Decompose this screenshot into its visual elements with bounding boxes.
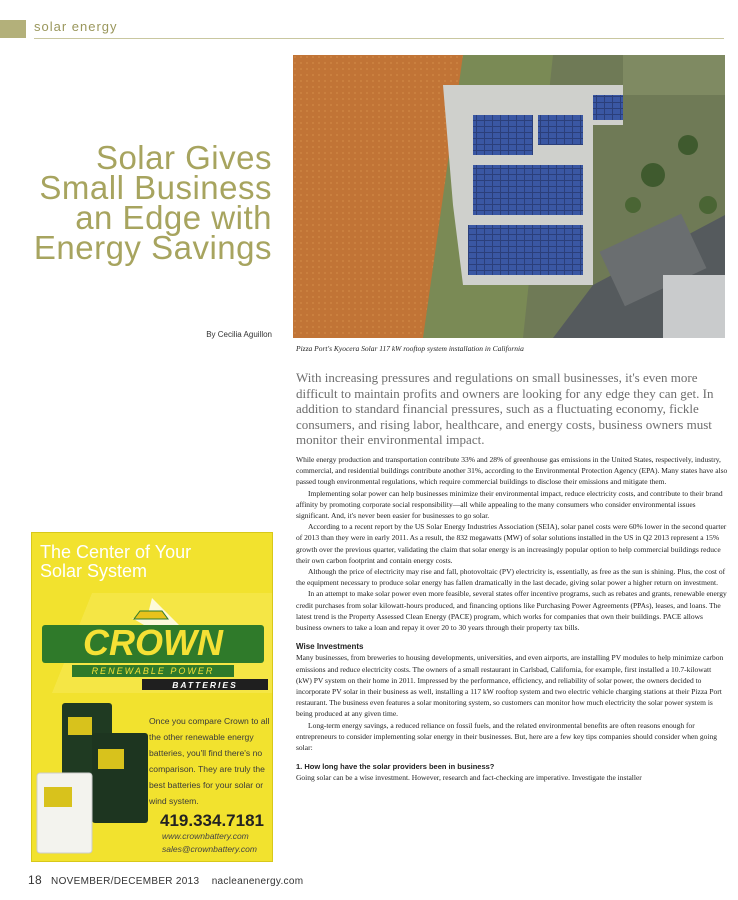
paragraph: In an attempt to make solar power even more feasible, several states offer incentive programs, such as rebates and grants, renewable energy credit purchases from solar kilowatt-hours produced, and financing options like Purchasing Power Agreements (PPAs), leases, and loans. The latest trend is the Property Assessed Clean Energy (PACE) program, which works for companies that own their buildings. PACE allows business owners to take a loan and repay it over 20 to 30 years through their property tax bills.: [296, 589, 727, 633]
ad-brand-text: CROWN: [83, 622, 223, 663]
page-number: 18: [28, 873, 42, 887]
photo-caption: Pizza Port's Kyocera Solar 117 kW rooftop system installation in California: [296, 344, 524, 353]
paragraph: Although the price of electricity may rise and fall, photovoltaic (PV) electricity is, essentially, as free as the sun is shining. Plus, the cost of the equipment necessary to produce solar energy has fallen dramatically in the last decade, giving solar power a higher return on investment.: [296, 567, 726, 588]
paragraph: Long-term energy savings, a reduced reliance on fossil fuels, and the related environmental benefits are often reasons enough for entrepreneurs to consider implementing solar energy in their businesses. But, here are a few key tips companies should consider when going solar:: [296, 720, 717, 753]
article-body: [296, 454, 728, 784]
ad-email-link[interactable]: sales@crownbattery.com: [162, 844, 257, 854]
paragraph: According to a recent report by the US Solar Energy Industries Association (SEIA), solar panel costs were 60% lower in the second quarter of 2013 than they were in early 2011. As a result, the 832 megawatts (MW) of solar solutions installed in the US in Q2 2013 represent a 15% growth over the previous quarter, validating the claim that solar energy is an increasingly popular option to help commercial buildings reduce their own carbon footprint and contain energy costs.: [296, 522, 727, 565]
byline: By Cecilia Aguillon: [206, 330, 272, 339]
section-label: solar energy: [34, 19, 118, 34]
paragraph: Going solar can be a wise investment. However, research and fact-checking are imperative. Investigate the installer: [296, 773, 642, 783]
battery-icon: [32, 703, 152, 862]
section-divider: [34, 38, 724, 39]
site-url[interactable]: nacleanenergy.com: [211, 876, 304, 887]
ad-product-text: BATTERIES: [172, 680, 238, 690]
paragraph: Implementing solar power can help businesses minimize their environmental impact, reduce electricity costs, and contribute to their brand affinity by promoting corporate social responsibility—all while appealing to the many consumers who consider environmental issues significant. And, it's never been easier for businesses to go solar.: [296, 488, 723, 521]
ad-website-link[interactable]: www.crownbattery.com: [162, 831, 249, 841]
ad-phone-number[interactable]: 419.334.7181: [160, 811, 264, 830]
question-heading: 1. How long have the solar providers been in business?: [296, 762, 495, 772]
aerial-rooftop-photo: [293, 55, 725, 338]
subheading: Wise Investments: [296, 642, 364, 652]
ad-tagline-text: RENEWABLE POWER: [91, 666, 215, 676]
issue-date: NOVEMBER/DECEMBER 2013: [51, 876, 200, 887]
article-headline: Solar Gives Small Business an Edge with Energy Savings: [33, 139, 272, 266]
ad-headline: The Center of Your Solar System: [40, 542, 192, 581]
crown-logo-icon: [32, 593, 273, 693]
ad-body-text: Once you compare Crown to all the other renewable energy batteries, you'll find there's no comparison. They are truly the best batteries for your solar or wind system.: [149, 716, 270, 806]
paragraph: Many businesses, from breweries to housing developments, universities, and even airports, are installing PV modules to help minimize carbon emissions and reduce electricity costs. The owners of a small restaurant in Carlsbad, California, for example, first installed a 10.7-kilowatt (kW) PV system on their home in 2011. Impressed by the performance, efficiency, and reliability of solar power, the owners decided to incorporate PV solar in their business as well, installing a 117 kW rooftop system and two electric vehicle charging stations at their Pizza Port restaurant. The business even features a solar monitoring system, so customers can monitor how much electricity the solar power system is being produced at any given time.: [296, 653, 724, 719]
section-tab-marker: [0, 20, 26, 38]
page-footer: [28, 873, 303, 887]
paragraph: While energy production and transportation contribute 33% and 28% of greenhouse gas emissions in the United States, respectively, industry, commercial, and residential buildings contribute another 31%, according to the Environmental Protection Agency (EPA). Many states have also passed tough environmental regulations, which require commercial buildings to disclose their emissions and mitigate them.: [296, 455, 728, 487]
crown-battery-advertisement[interactable]: [31, 532, 273, 862]
article-intro: With increasing pressures and regulations on small businesses, it's even more difficult to maintain profits and owners are looking for any edge they can get. In addition to standard financial pressures, such as a fluctuating economy, fickle consumers, and rising labor, healthcare, and energy costs, business owners must monitor their environmental impact.: [296, 370, 714, 447]
